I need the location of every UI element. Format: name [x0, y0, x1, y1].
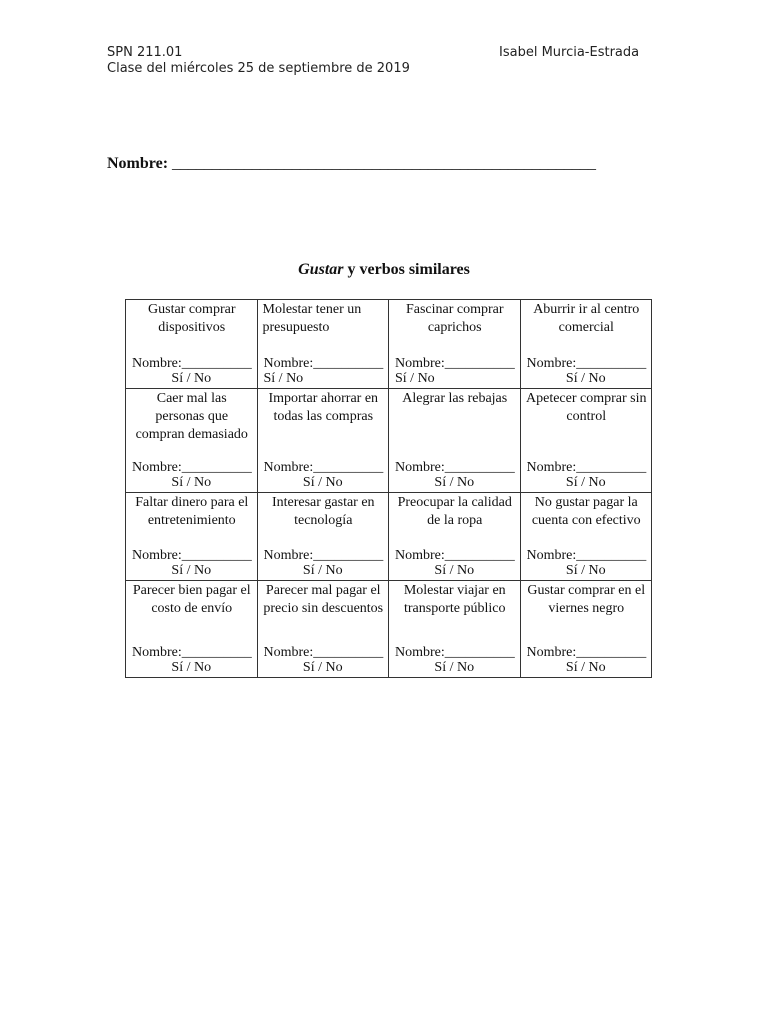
grid-cell — [257, 300, 389, 389]
nombre-blank: Nombre:__________ — [132, 645, 252, 660]
grid-cell — [126, 581, 258, 678]
nombre-blank: Nombre:__________ — [263, 548, 384, 563]
cell-prompt: Interesar gastar en tecnología — [271, 495, 375, 528]
title-rest: y verbos similares — [343, 261, 470, 278]
si-no: Sí / No — [302, 563, 343, 578]
si-no: Sí / No — [263, 371, 304, 386]
class-date: Clase del miércoles 25 de septiembre de 2019 — [107, 61, 410, 76]
nombre-blank: Nombre:__________ — [526, 356, 647, 371]
course-code: SPN 211.01 — [107, 45, 183, 60]
si-no: Sí / No — [395, 371, 435, 386]
grid-row — [126, 300, 652, 389]
grid-cell — [389, 581, 521, 678]
cell-prompt: Parecer bien pagar el costo de envío — [132, 583, 251, 616]
cell-prompt: Gustar comprar dispositivos — [148, 302, 236, 335]
cell-prompt: Faltar dinero para el entretenimiento — [135, 495, 249, 528]
nombre-blank: Nombre:__________ — [395, 645, 515, 660]
title-italic: Gustar — [298, 261, 344, 278]
si-no: Sí / No — [434, 475, 475, 490]
nombre-blank: Nombre:__________ — [263, 645, 384, 660]
cell-prompt: Alegrar las rebajas — [402, 391, 508, 406]
grid-row — [126, 581, 652, 678]
grid-cell — [126, 493, 258, 581]
si-no: Sí / No — [434, 563, 475, 578]
grid-cell — [520, 300, 652, 389]
nombre-blank: Nombre:__________ — [395, 548, 515, 563]
cell-prompt: Gustar comprar en el viernes negro — [527, 583, 646, 616]
cell-prompt: Aburrir ir al centro comercial — [533, 302, 640, 335]
cell-prompt: Caer mal las personas que compran demasiado — [135, 391, 248, 442]
grid-cell — [257, 581, 389, 678]
nombre-blank: Nombre:__________ — [132, 356, 252, 371]
cell-prompt: Apetecer comprar sin control — [526, 391, 647, 424]
cell-prompt: No gustar pagar la cuenta con efectivo — [531, 495, 641, 528]
si-no: Sí / No — [302, 475, 343, 490]
cell-prompt: Molestar viajar en transporte público — [403, 583, 506, 616]
si-no: Sí / No — [565, 660, 606, 675]
name-label: Nombre: — [107, 155, 169, 172]
grid-cell — [389, 389, 521, 493]
si-no: Sí / No — [565, 475, 606, 490]
si-no: Sí / No — [302, 660, 343, 675]
student-name-line — [107, 155, 596, 173]
cell-prompt: Importar ahorrar en todas las compras — [268, 391, 379, 424]
grid-cell — [257, 493, 389, 581]
nombre-blank: Nombre:__________ — [263, 460, 384, 475]
grid-cell — [389, 300, 521, 389]
nombre-blank: Nombre:__________ — [395, 460, 515, 475]
survey-grid — [125, 299, 652, 678]
worksheet-title — [0, 261, 768, 279]
nombre-blank: Nombre:__________ — [526, 645, 647, 660]
cell-prompt: Fascinar comprar caprichos — [405, 302, 504, 335]
grid-row — [126, 493, 652, 581]
cell-prompt: Parecer mal pagar el precio sin descuentos — [263, 583, 384, 616]
cell-prompt: Molestar tener un presupuesto — [262, 302, 362, 335]
nombre-blank: Nombre:__________ — [526, 460, 647, 475]
nombre-blank: Nombre:__________ — [132, 460, 252, 475]
grid-cell — [520, 581, 652, 678]
nombre-blank: Nombre:__________ — [526, 548, 647, 563]
header-left — [107, 45, 410, 77]
grid-cell — [126, 389, 258, 493]
nombre-blank: Nombre:__________ — [263, 356, 384, 371]
si-no: Sí / No — [565, 371, 606, 386]
si-no: Sí / No — [434, 660, 475, 675]
author-name: Isabel Murcia-Estrada — [499, 45, 640, 60]
grid-cell — [257, 389, 389, 493]
cell-prompt: Preocupar la calidad de la ropa — [397, 495, 512, 528]
grid-cell — [126, 300, 258, 389]
nombre-blank: Nombre:__________ — [132, 548, 252, 563]
si-no: Sí / No — [565, 563, 606, 578]
grid-row — [126, 389, 652, 493]
nombre-blank: Nombre:__________ — [395, 356, 515, 371]
grid-cell — [520, 493, 652, 581]
si-no: Sí / No — [171, 563, 212, 578]
grid-cell — [389, 493, 521, 581]
name-blank: _____________________________________________________ — [172, 155, 597, 172]
si-no: Sí / No — [171, 660, 212, 675]
si-no: Sí / No — [171, 371, 212, 386]
si-no: Sí / No — [171, 475, 212, 490]
grid-cell — [520, 389, 652, 493]
